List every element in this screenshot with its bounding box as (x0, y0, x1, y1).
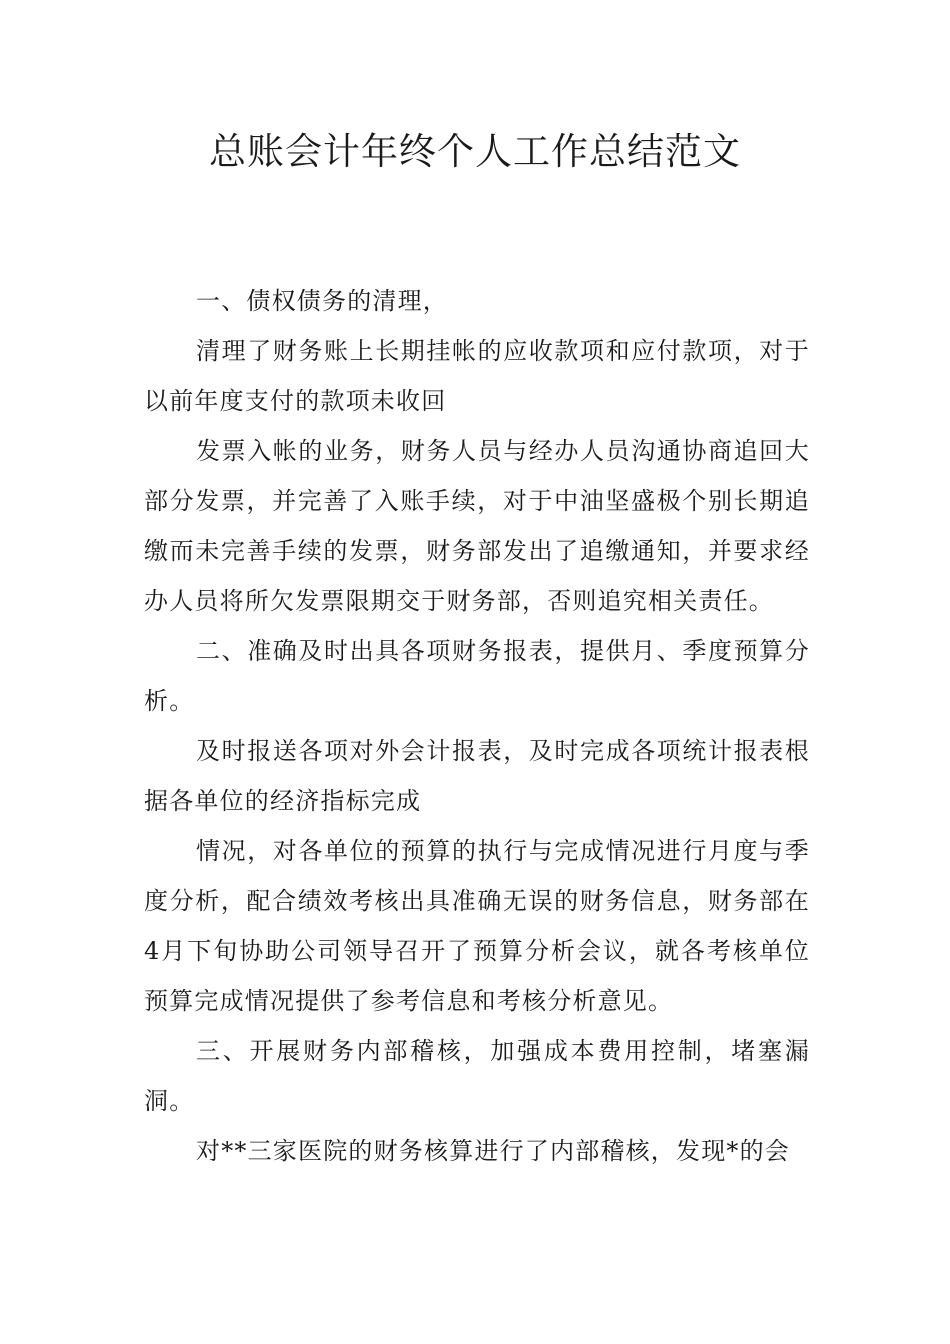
paragraph: 对**三家医院的财务核算进行了内部稽核，发现*的会 (196, 1137, 790, 1165)
paragraph: 发票入帐的业务，财务人员与经办人员沟通协商追回大部分发票，并完善了入账手续，对于中油坚盛极个别长期追缴而未完善手续的发票，财务部发出了追缴通知，并要求经办人员将所欠发票限期交于财务部，否则追究相关责任。 (144, 437, 810, 615)
document-body (144, 276, 810, 1176)
paragraph: 清理了财务账上长期挂帐的应收款项和应付款项，对于以前年度支付的款项未收回 (144, 337, 810, 415)
document-title: 总账会计年终个人工作总结范文 (209, 130, 741, 173)
paragraph: 二、准确及时出具各项财务报表，提供月、季度预算分析。 (144, 637, 810, 715)
paragraph: 三、开展财务内部稽核，加强成本费用控制，堵塞漏洞。 (144, 1037, 810, 1115)
paragraph: 情况，对各单位的预算的执行与完成情况进行月度与季度分析，配合绩效考核出具准确无误的财务信息，财务部在4月下旬协助公司领导召开了预算分析会议，就各考核单位预算完成情况提供了参考信息和考核分析意见。 (144, 837, 810, 1015)
paragraph: 一、债权债务的清理， (196, 287, 448, 315)
paragraph: 及时报送各项对外会计报表，及时完成各项统计报表根据各单位的经济指标完成 (144, 737, 810, 815)
